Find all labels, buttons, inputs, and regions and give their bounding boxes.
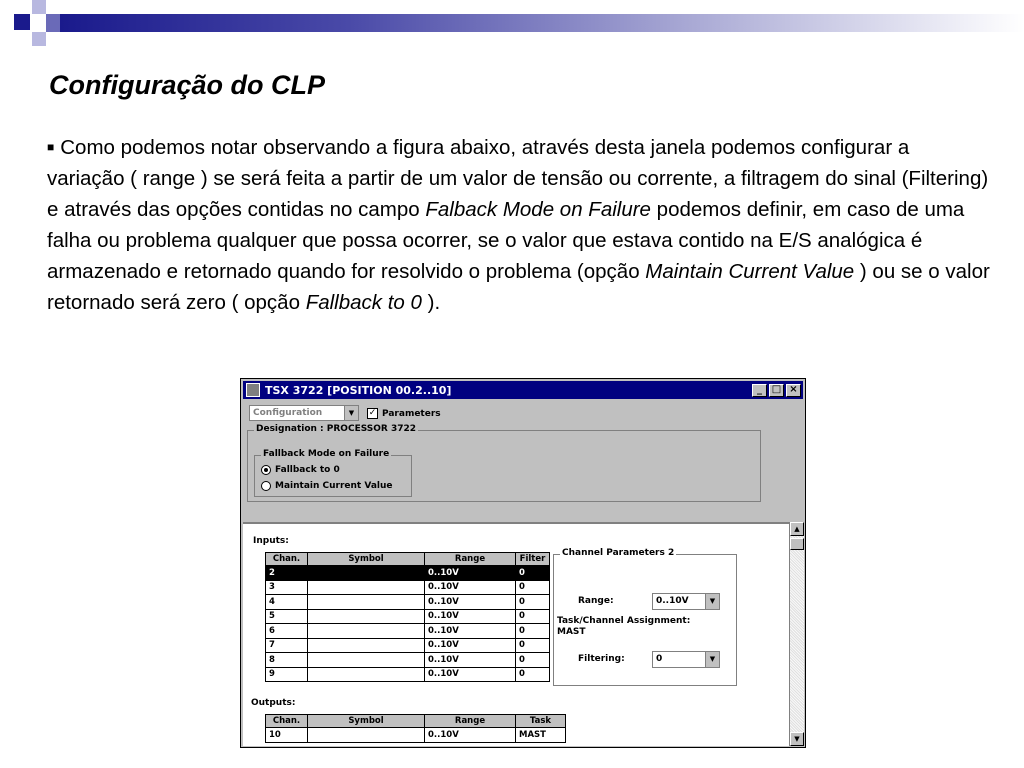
table-row[interactable]: [266, 595, 550, 610]
table-row[interactable]: [266, 728, 566, 743]
paragraph-italic-2: Maintain Current Value: [645, 260, 855, 283]
col-filter[interactable]: Filter: [516, 553, 550, 566]
range-select[interactable]: [652, 593, 720, 610]
cell: 0..10V: [425, 595, 516, 610]
channel-parameters-panel: [553, 548, 737, 686]
chevron-down-icon[interactable]: ▼: [705, 594, 719, 609]
channel-parameters-title: Channel Parameters 2: [562, 548, 675, 558]
col-range[interactable]: Range: [425, 715, 516, 728]
bullet-icon: ■: [47, 140, 55, 154]
minimize-button[interactable]: _: [752, 384, 767, 397]
col-range[interactable]: Range: [425, 553, 516, 566]
cell: 0: [516, 653, 550, 668]
cell: [308, 595, 425, 610]
maximize-button[interactable]: □: [769, 384, 784, 397]
scroll-up-icon[interactable]: ▲: [790, 522, 804, 536]
cell: 0..10V: [425, 609, 516, 624]
cell: 0: [516, 638, 550, 653]
paragraph-part-3: ) ou se o valor retornado será zero ( opção: [47, 260, 990, 314]
slide-paragraph: [47, 132, 992, 318]
col-symbol[interactable]: Symbol: [308, 553, 425, 566]
task-assignment-label: Task/Channel Assignment:: [557, 616, 691, 626]
filtering-select[interactable]: [652, 651, 720, 668]
chevron-down-icon[interactable]: ▼: [344, 406, 358, 420]
maintain-current-value-label: Maintain Current Value: [275, 481, 393, 491]
cell: 0: [516, 566, 550, 581]
range-select-value: 0..10V: [656, 596, 689, 606]
vertical-scrollbar[interactable]: [789, 522, 804, 746]
configuration-select[interactable]: [249, 405, 359, 421]
fallback-to-zero-label: Fallback to 0: [275, 465, 340, 475]
close-button[interactable]: ×: [786, 384, 801, 397]
cell: [308, 667, 425, 682]
outputs-table: [265, 714, 566, 743]
table-row[interactable]: [266, 609, 550, 624]
cell: [308, 624, 425, 639]
paragraph-part-1: Como podemos notar observando a figura abaixo, através desta janela podemos configurar a variação ( range ) se será feita a partir de um valor de tensão ou corrente, a filtragem do sinal (Filtering) e através das opções contidas no campo: [47, 136, 989, 221]
cell: 0..10V: [425, 667, 516, 682]
chevron-down-icon[interactable]: ▼: [705, 652, 719, 667]
table-row[interactable]: [266, 580, 550, 595]
outputs-label: Outputs:: [251, 698, 296, 708]
cell: 0..10V: [425, 566, 516, 581]
cell: [308, 728, 425, 743]
configuration-select-value: Configuration: [253, 408, 323, 418]
cell: 0..10V: [425, 638, 516, 653]
cell: [308, 653, 425, 668]
cell: MAST: [516, 728, 566, 743]
cell: 7: [266, 638, 308, 653]
col-task[interactable]: Task: [516, 715, 566, 728]
table-row[interactable]: [266, 566, 550, 581]
window-title: TSX 3722 [POSITION 00.2..10]: [265, 384, 452, 397]
cell: 0..10V: [425, 624, 516, 639]
cell: 0: [516, 624, 550, 639]
header-gradient-bar: [60, 14, 1024, 32]
cell: [308, 580, 425, 595]
cell: 0..10V: [425, 653, 516, 668]
designation-label: Designation : PROCESSOR 3722: [256, 424, 417, 434]
maintain-current-value-radio[interactable]: [261, 481, 271, 491]
app-icon: [246, 383, 260, 397]
cell: 0..10V: [425, 580, 516, 595]
scroll-down-icon[interactable]: ▼: [790, 732, 804, 746]
cell: 4: [266, 595, 308, 610]
filtering-select-value: 0: [656, 654, 663, 664]
paragraph-part-4: ).: [421, 291, 441, 314]
cell: 0: [516, 580, 550, 595]
decorative-square-2: [32, 0, 46, 14]
cell: 3: [266, 580, 308, 595]
col-chan[interactable]: Chan.: [266, 715, 308, 728]
parameters-checkbox[interactable]: ✓: [368, 408, 377, 418]
fallback-mode-group: [254, 449, 412, 497]
decorative-square-3: [32, 32, 46, 46]
parameters-label: Parameters: [382, 409, 441, 419]
scroll-thumb[interactable]: [790, 538, 804, 550]
fallback-mode-title: Fallback Mode on Failure: [263, 449, 390, 459]
channels-area: [243, 522, 789, 746]
table-row[interactable]: [266, 624, 550, 639]
cell: [308, 609, 425, 624]
filtering-label: Filtering:: [578, 654, 625, 664]
range-label: Range:: [578, 596, 614, 606]
cell: [308, 638, 425, 653]
table-row[interactable]: [266, 667, 550, 682]
cell: 0: [516, 609, 550, 624]
tsx-config-window: [240, 378, 806, 748]
cell: 10: [266, 728, 308, 743]
cell: 8: [266, 653, 308, 668]
table-row[interactable]: [266, 638, 550, 653]
table-row[interactable]: [266, 653, 550, 668]
cell: [308, 566, 425, 581]
window-titlebar[interactable]: [243, 381, 803, 399]
designation-group: [247, 424, 761, 502]
col-chan[interactable]: Chan.: [266, 553, 308, 566]
cell: 6: [266, 624, 308, 639]
paragraph-part-2: podemos definir, em caso de uma falha ou problema qualquer que possa ocorrer, se o valor que estava contido na E/S analógica é armazenado e retornado quando for resolvido o problema (opção: [47, 198, 965, 283]
paragraph-italic-1: Falback Mode on Failure: [425, 198, 651, 221]
cell: 2: [266, 566, 308, 581]
decorative-square-1: [14, 14, 30, 30]
decorative-square-4: [46, 14, 60, 32]
cell: 9: [266, 667, 308, 682]
col-symbol[interactable]: Symbol: [308, 715, 425, 728]
cell: 5: [266, 609, 308, 624]
cell: 0: [516, 595, 550, 610]
cell: 0..10V: [425, 728, 516, 743]
slide-title: Configuração do CLP: [49, 70, 325, 100]
inputs-table: [265, 552, 550, 682]
inputs-label: Inputs:: [253, 536, 289, 546]
paragraph-italic-3: Fallback to 0: [305, 291, 422, 314]
task-assignment-value: MAST: [557, 627, 586, 637]
cell: 0: [516, 667, 550, 682]
fallback-to-zero-radio[interactable]: [261, 465, 271, 475]
